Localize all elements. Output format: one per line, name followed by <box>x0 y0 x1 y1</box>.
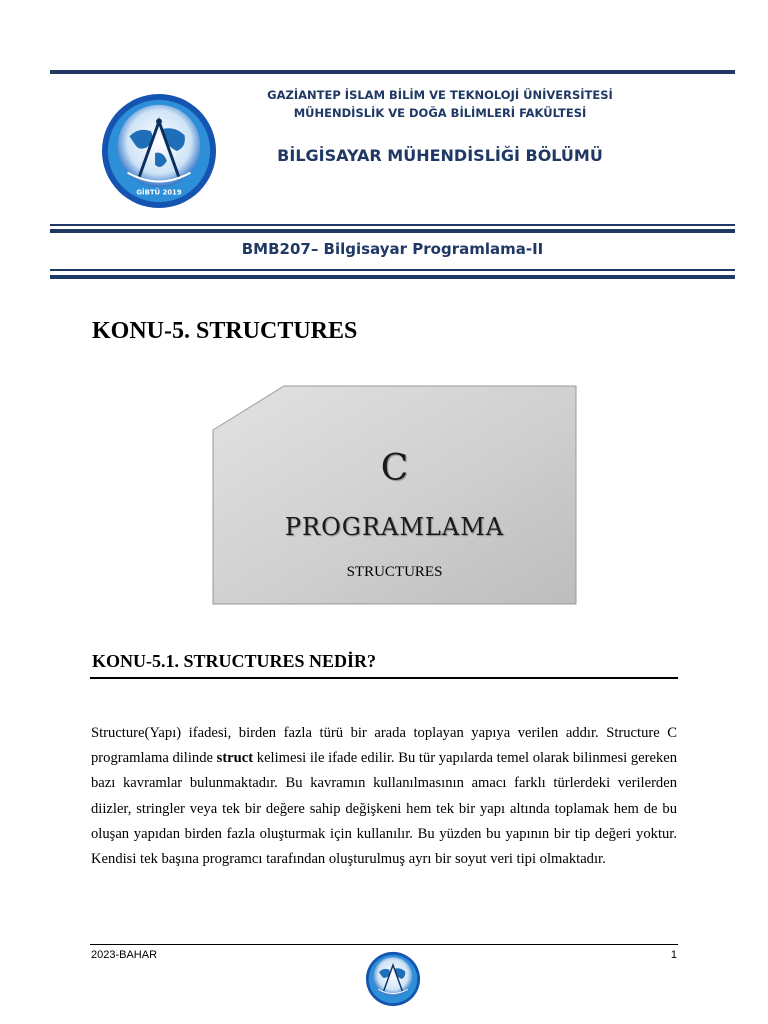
header-top-rule <box>50 70 735 74</box>
header-divider-thin <box>50 224 735 226</box>
footer-rule <box>90 944 678 945</box>
university-logo <box>100 92 218 210</box>
course-bar-thin-rule <box>50 269 735 271</box>
cover-heading: PROGRAMLAMA <box>284 513 505 541</box>
footer-logo <box>365 951 421 1007</box>
faculty-name: MÜHENDİSLİK VE DOĞA BİLİMLERİ FAKÜLTESİ <box>293 106 587 120</box>
body-paragraph: Structure(Yapı) ifadesi, birden fazla türü bir arada toplayan yapıya verilen addır. Structure C programlama dilinde struct kelimesi ile ifade edilir. Bu tür yapılarda temel olarak bilinmesi gereken bazı kavramlar bulunmaktadır. Bu kavramın kullanılmasının amacı farklı türlerdeki verilerden diizler, stringler veya tek bir değere sahip değişkeni hem tek bir yapı altında toplamak hem de bu oluşan yapıdan birden fazla oluşturmak için kullanılır. Bu yüzden bu yapının bir tip değeri yoktur. Kendisi tek başına programcı tarafından oluşturulmuş ayrı bir soyut veri tipi olmaktadır. <box>91 725 678 868</box>
university-name: GAZİANTEP İSLAM BİLİM VE TEKNOLOJİ ÜNİVERSİTESİ <box>267 88 613 102</box>
header-divider-thick <box>50 229 735 233</box>
footer-term: 2023-BAHAR <box>91 949 158 961</box>
page-title: KONU-5. STRUCTURES <box>92 318 358 344</box>
cover-letter: C <box>380 448 409 489</box>
department-name: BİLGİSAYAR MÜHENDİSLİĞİ BÖLÜMÜ <box>277 146 603 165</box>
section-heading: KONU-5.1. STRUCTURES NEDİR? <box>92 651 377 671</box>
svg-text:GİBTÜ 2019: GİBTÜ 2019 <box>136 188 182 197</box>
course-title: BMB207– Bilgisayar Programlama-II <box>241 240 544 258</box>
section-underline <box>90 677 678 679</box>
cover-subtitle: STRUCTURES <box>346 564 443 580</box>
page-number: 1 <box>670 949 677 961</box>
keyword-struct: struct <box>216 750 254 767</box>
course-bar-thick-rule <box>50 275 735 279</box>
